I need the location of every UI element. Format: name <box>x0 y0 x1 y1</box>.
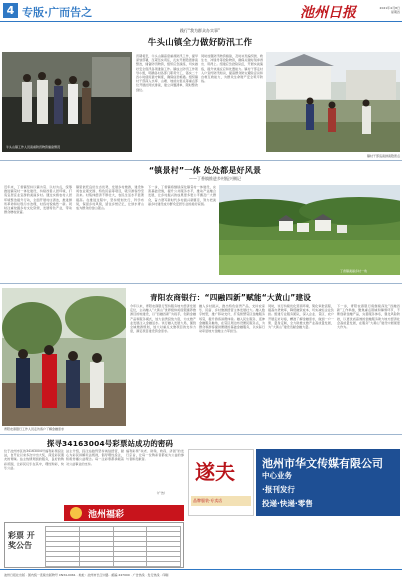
article2-subheadline: ——丁香镇推进乡村振兴侧记 <box>189 176 241 181</box>
header-meta-date: 2021年4月8日 <box>379 6 400 10</box>
divider-2 <box>0 283 402 284</box>
header-meta <box>348 6 400 14</box>
article2-headline: “镇景村”一体 处处都是好风景 <box>148 166 262 175</box>
article3-photo <box>2 288 126 426</box>
article1-body-col1: 汛期将至，牛头山镇高度重视防汛工作，提早谋划部署，压紧压实责任，扎实开展隐患排查整治，储备防汛物资，组织应急演练，切实做好安全度汛各项准备工作。镇成立防汛工作领导小组，明确各村各部门职责分工，落实二十四小时值班值守制度，确保信息畅通。组织镇村干部深入水库、山塘、地质灾害点等重点部位开展拉网式排查，建立问题清单，限时整改到位。 <box>136 54 198 92</box>
article3-body-col2: 融入乡村振兴，推出特色信贷产品，支持农家乐、民宿、乡村旅游经营主体发展壮大。融入数字转型，推广移动支付，打造智慧景区金融服务场景，提升游客消费体验。融入民生服务，延伸金融服务触角，在景区周边布设便民服务点，为群众和游客提供便捷的基础金融服务，以实际行动彰显地方金融主力军担当。 <box>199 304 265 334</box>
article2-body-col1: 近年来，丁香镇坚持以镇为景、以村为点，统筹推进镇景村一体化建设，持续改善人居环境，打造宜居宜业宜游的美丽乡村。通过实施农村人居环境整治提升行动，全面开展村庄清洁，推进厕所革命和垃圾污水治理，村容村貌焕然一新。同时注重挖掘乡村文化资源，发展特色产业，带动群众增收致富。 <box>4 185 72 215</box>
clothing-ad-title: 遂夫 <box>195 460 235 484</box>
article2-body-col2: 镇里依托良好生态优势，发展乡村旅游，建设休闲农业观光园、特色民宿等项目，吸引游客纷至沓来。村集体经济不断壮大，农民生活水平显著提高。在推进过程中，坚持规划先行，科学布局，保留乡村风貌，留住乡愁记忆，让绿水青山成为群众的金山银山。 <box>76 185 144 211</box>
article2-body-col3: 下一步，丁香镇将继续深化镇景村一体建设，完善基础设施，提升公共服务水平，推动产业融合发展，让乡村振兴的成果更多更公平惠及广大群众，奋力谱写新时代乡村振兴新篇章，努力把美丽乡村建设成为群众安居乐业的美好家园。 <box>148 185 216 206</box>
page-header <box>0 0 402 21</box>
lottery-results-box <box>4 522 184 568</box>
divider-1 <box>0 160 402 161</box>
clothing-ad-sub: 品牌服装·专卖店 <box>193 498 223 503</box>
article3-caption: 青阳农商银行工作人员走访客户了解金融需求 <box>4 427 65 431</box>
media-company-line1: 中心业务 <box>262 471 292 480</box>
article3-headline: 青阳农商银行：“四融四新”赋能“大黄山”建设 <box>150 293 312 302</box>
footer-text: 池州日报社出版 · 国内统一连续出版物号 CN34-0061 · 地址：池州市长江中路 · 邮编 247000 · 广告热线 · 发行热线 · 印刷 <box>4 573 169 577</box>
page-number: 4 <box>3 3 18 18</box>
clothing-ad[interactable] <box>188 449 254 516</box>
divider-3 <box>0 434 402 435</box>
article1-caption-left: 牛头山镇工作人员查看防汛物资储备情况 <box>6 145 61 149</box>
article3-body-col3: 同时，该行持续优化营商环境，简化审批流程，提高办贷效率，降低融资成本，切实减轻企业负担。组建专业服务团队，深入企业、景区、农户开展走访对接，精准了解金融需求，做到一户一策、量身定制，全力助推文旅产业高质量发展，为“大黄山”建设贡献金融力量。 <box>268 304 334 330</box>
article4-body-col2: 站主介绍，投注站始终坚持诚信经营，耐心为彩民讲解玩法规则，倡导理性投注，积极传播公益理念。每一注彩票都承载着对公益事业的支持。 <box>66 449 124 466</box>
article4-body-col1: 位于池州市区的34163004号福利彩票投注站，自开业以来多次中出大奖，深受彩民朋友的青睐。站主热情周到的服务，良好的购彩氛围，让彩民们乐在其中，理性购彩，快乐公益。 <box>4 449 64 470</box>
header-divider <box>0 21 402 22</box>
masthead-logo: 池州日报 <box>300 5 356 21</box>
article1-headline: 牛头山镇全力做好防汛工作 <box>147 38 253 48</box>
photo-village-patrol <box>266 52 400 152</box>
photo-bank-staff-visit <box>2 288 126 426</box>
article3-body-col1: 今年以来，青阳农商银行坚持服务地方经济发展定位，主动融入“大黄山”世界级休闲度假康养旅游目的地建设，以“四融四新”为抓手，创新金融产品和服务模式，加大信贷投放力度，为文旅产业发展注入金融活水。该行融入发展大局，围绕全域旅游规划，加大对重点文旅项目的支持力度，满足项目建设资金需求。 <box>130 304 196 334</box>
header-meta-day: 星期四 <box>390 10 400 14</box>
article1-kicker: 践行“我为群众办实事” <box>179 28 221 33</box>
article1-caption-right: 镇村干部巡查排查隐患点 <box>366 154 400 158</box>
lottery-results-title: 彩票 开奖公告 <box>8 531 35 550</box>
photo-people-inspection <box>2 52 132 152</box>
article1-body-col2: 同时加强防汛物资储备，及时补充编织袋、救生衣、冲锋舟等抢险物资，确保关键时刻拿得出、用得上。组建应急抢险队伍，开展实战演练，提升快速反应和处置能力。镇村干部走村入户宣传防汛知识，提高群众防灾避险意识和自救互救能力，为群众生命财产安全筑牢防线。 <box>201 54 263 84</box>
article1-photo-right <box>266 52 400 152</box>
lottery-results-table <box>45 526 181 567</box>
media-company-title: 池州市华文传媒有限公司 <box>262 457 383 470</box>
ad-label: （广告） <box>155 491 168 495</box>
media-company-line3: 投递·快递·零售 <box>262 499 313 508</box>
article2-caption: 丁香镇美丽乡村一角 <box>340 269 368 273</box>
article2-photo <box>219 185 400 275</box>
media-company-line2: ·报刊发行 <box>262 485 295 494</box>
section-title: 专版·广而告之 <box>22 6 93 19</box>
page-footer <box>0 569 402 580</box>
article4-headline: 探寻34163004号彩票站成功的密码 <box>46 439 174 448</box>
article4-body-col3: 福利彩票“扶老、助残、救孤、济困”的发行宗旨，让每一位购彩者都成为公益的参与者和贡献者。 <box>126 449 184 462</box>
lottery-logo-icon <box>70 507 82 519</box>
lottery-brand: 池州福彩 <box>88 510 125 520</box>
photo-village-landscape <box>219 185 400 275</box>
article1-photo-left <box>2 52 132 152</box>
lottery-banner <box>64 505 184 521</box>
article3-body-col4: 下一步，青阳农商银行将继续深化“四融四新”工作举措，聚焦重点领域和薄弱环节，不断创新金融产品，完善服务体系，强化风险防控，以更优质高效的金融服务助力地方经济社会高质量发展，在服务“大黄山”建设中展现更大作为。 <box>337 304 400 330</box>
